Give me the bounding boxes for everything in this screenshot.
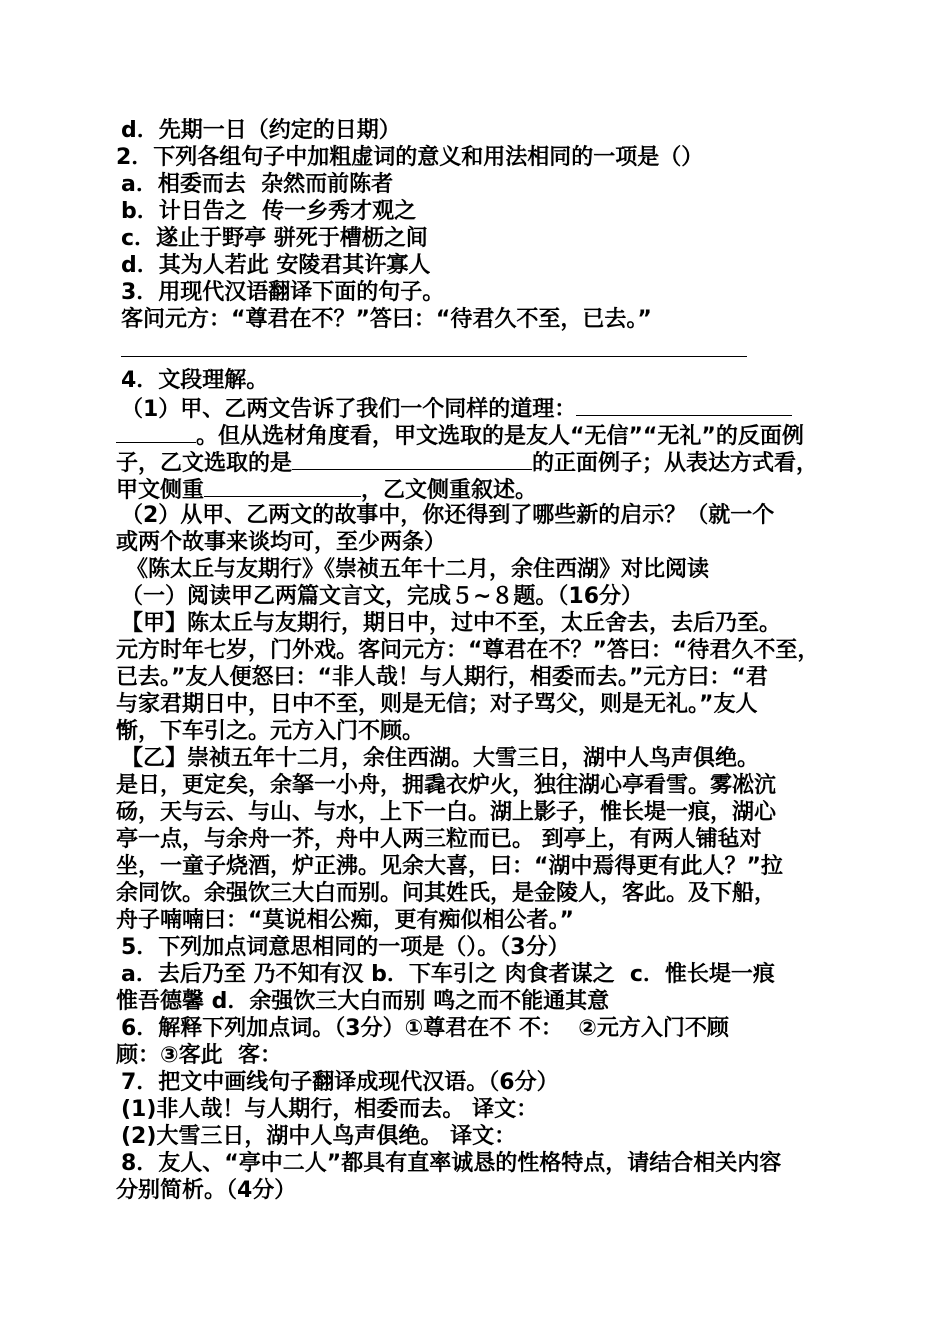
question-5: 5．下列加点词意思相同的一项是（）。（3分） xyxy=(121,935,570,960)
question-8: 8．友人、“亭中二人”都具有直率诚恳的性格特点，请结合相关内容 xyxy=(121,1151,782,1176)
option-c: c．遂止于野亭 骈死于槽枥之间 xyxy=(121,226,428,251)
question-6: 6．解释下列加点词。（3分）①尊君在不 不： ②元方入门不顾 xyxy=(121,1016,729,1041)
answer-blank xyxy=(292,448,532,470)
q4-part-1 xyxy=(121,394,792,423)
question-8-cont: 分别简析。（4分） xyxy=(116,1178,297,1203)
answer-blank xyxy=(576,394,792,416)
question-4: 4．文段理解。 xyxy=(121,368,269,393)
option-b: b．计日告之 传一乡秀才观之 xyxy=(121,199,417,224)
q4-part-1-cont xyxy=(116,421,804,450)
option-a: a．相委而去 杂然而前陈者 xyxy=(121,172,394,197)
option-d: d．其为人若此 安陵君其许寡人 xyxy=(121,253,431,278)
q4-text: 子，乙文选取的是 xyxy=(116,451,293,476)
passage-jia: 已去。”友人便怒曰：“非人哉！与人期行，相委而去。”元方曰：“君 xyxy=(116,665,768,690)
passage-yi: 亭一点，与余舟一芥，舟中人两三粒而已。 到亭上，有两人铺毡对 xyxy=(116,827,762,852)
question-7-item-1: (1)非人哉！与人期行，相委而去。 译文： xyxy=(121,1097,539,1122)
section-title: 《陈太丘与友期行》《崇祯五年十二月，余住西湖》对比阅读 xyxy=(126,557,710,582)
passage-yi: 舟子喃喃曰：“莫说相公痴，更有痴似相公者。” xyxy=(116,908,574,933)
q4-text: 的正面例子；从表达方式看， xyxy=(532,451,819,476)
answer-line xyxy=(121,356,747,357)
translate-sentence: 客问元方：“尊君在不？”答曰：“待君久不至，已去。” xyxy=(121,307,652,332)
passage-yi: 砀，天与云、与山、与水，上下一白。湖上影子，惟长堤一痕，湖心 xyxy=(116,800,777,825)
question-6-cont: 顾：③客此 客： xyxy=(116,1043,282,1068)
q4-line-3 xyxy=(116,448,818,477)
question-2: 2．下列各组句子中加粗虚词的意义和用法相同的一项是（） xyxy=(116,145,704,170)
q4-text: 甲文侧重 xyxy=(116,478,205,503)
passage-yi: 坐，一童子烧酒，炉正沸。见余大喜，曰：“湖中焉得更有此人？”拉 xyxy=(116,854,783,879)
passage-jia: 元方时年七岁，门外戏。客问元方：“尊君在不？”答曰：“待君久不至， xyxy=(116,638,820,663)
passage-yi: 是日，更定矣，余拏一小舟，拥毳衣炉火，独往湖心亭看雪。雾凇沆 xyxy=(116,773,777,798)
question-5-options: 惟吾德馨 d．余强饮三大白而别 鸣之而不能通其意 xyxy=(116,989,610,1014)
answer-blank xyxy=(116,421,196,443)
q4-text: 。但从选材角度看，甲文选取的是友人“无信”“无礼”的反面例 xyxy=(196,424,804,449)
q4-part-1-text: （1）甲、乙两文告诉了我们一个同样的道理： xyxy=(121,397,577,422)
passage-jia: 【甲】陈太丘与友期行，期日中，过中不至，太丘舍去，去后乃至。 xyxy=(121,611,782,636)
section-instructions: （一）阅读甲乙两篇文言文，完成５~８题。（16分） xyxy=(121,584,644,609)
question-5-options: a．去后乃至 乃不知有汉 b．下车引之 肉食者谋之 c．惟长堤一痕 xyxy=(121,962,775,987)
question-7-item-2: (2)大雪三日，湖中人鸟声俱绝。 译文： xyxy=(121,1124,517,1149)
option-d-line: d．先期一日（约定的日期） xyxy=(121,118,401,143)
q4-text: ，乙文侧重叙述。 xyxy=(361,478,538,503)
answer-blank xyxy=(204,475,361,497)
passage-jia: 与家君期日中，日中不至，则是无信；对子骂父，则是无礼。”友人 xyxy=(116,692,758,717)
q4-line-4 xyxy=(116,475,537,504)
q4-part-2-cont: 或两个故事来谈均可，至少两条） xyxy=(116,530,447,555)
q4-part-2: （2）从甲、乙两文的故事中，你还得到了哪些新的启示？（就一个 xyxy=(121,503,775,528)
passage-yi: 余同饮。余强饮三大白而别。问其姓氏，是金陵人，客此。及下船， xyxy=(116,881,777,906)
passage-yi: 【乙】崇祯五年十二月，余住西湖。大雪三日，湖中人鸟声俱绝。 xyxy=(121,746,760,771)
question-3: 3．用现代汉语翻译下面的句子。 xyxy=(121,280,445,305)
passage-jia: 惭，下车引之。元方入门不顾。 xyxy=(116,719,425,744)
question-7: 7．把文中画线句子翻译成现代汉语。（6分） xyxy=(121,1070,559,1095)
